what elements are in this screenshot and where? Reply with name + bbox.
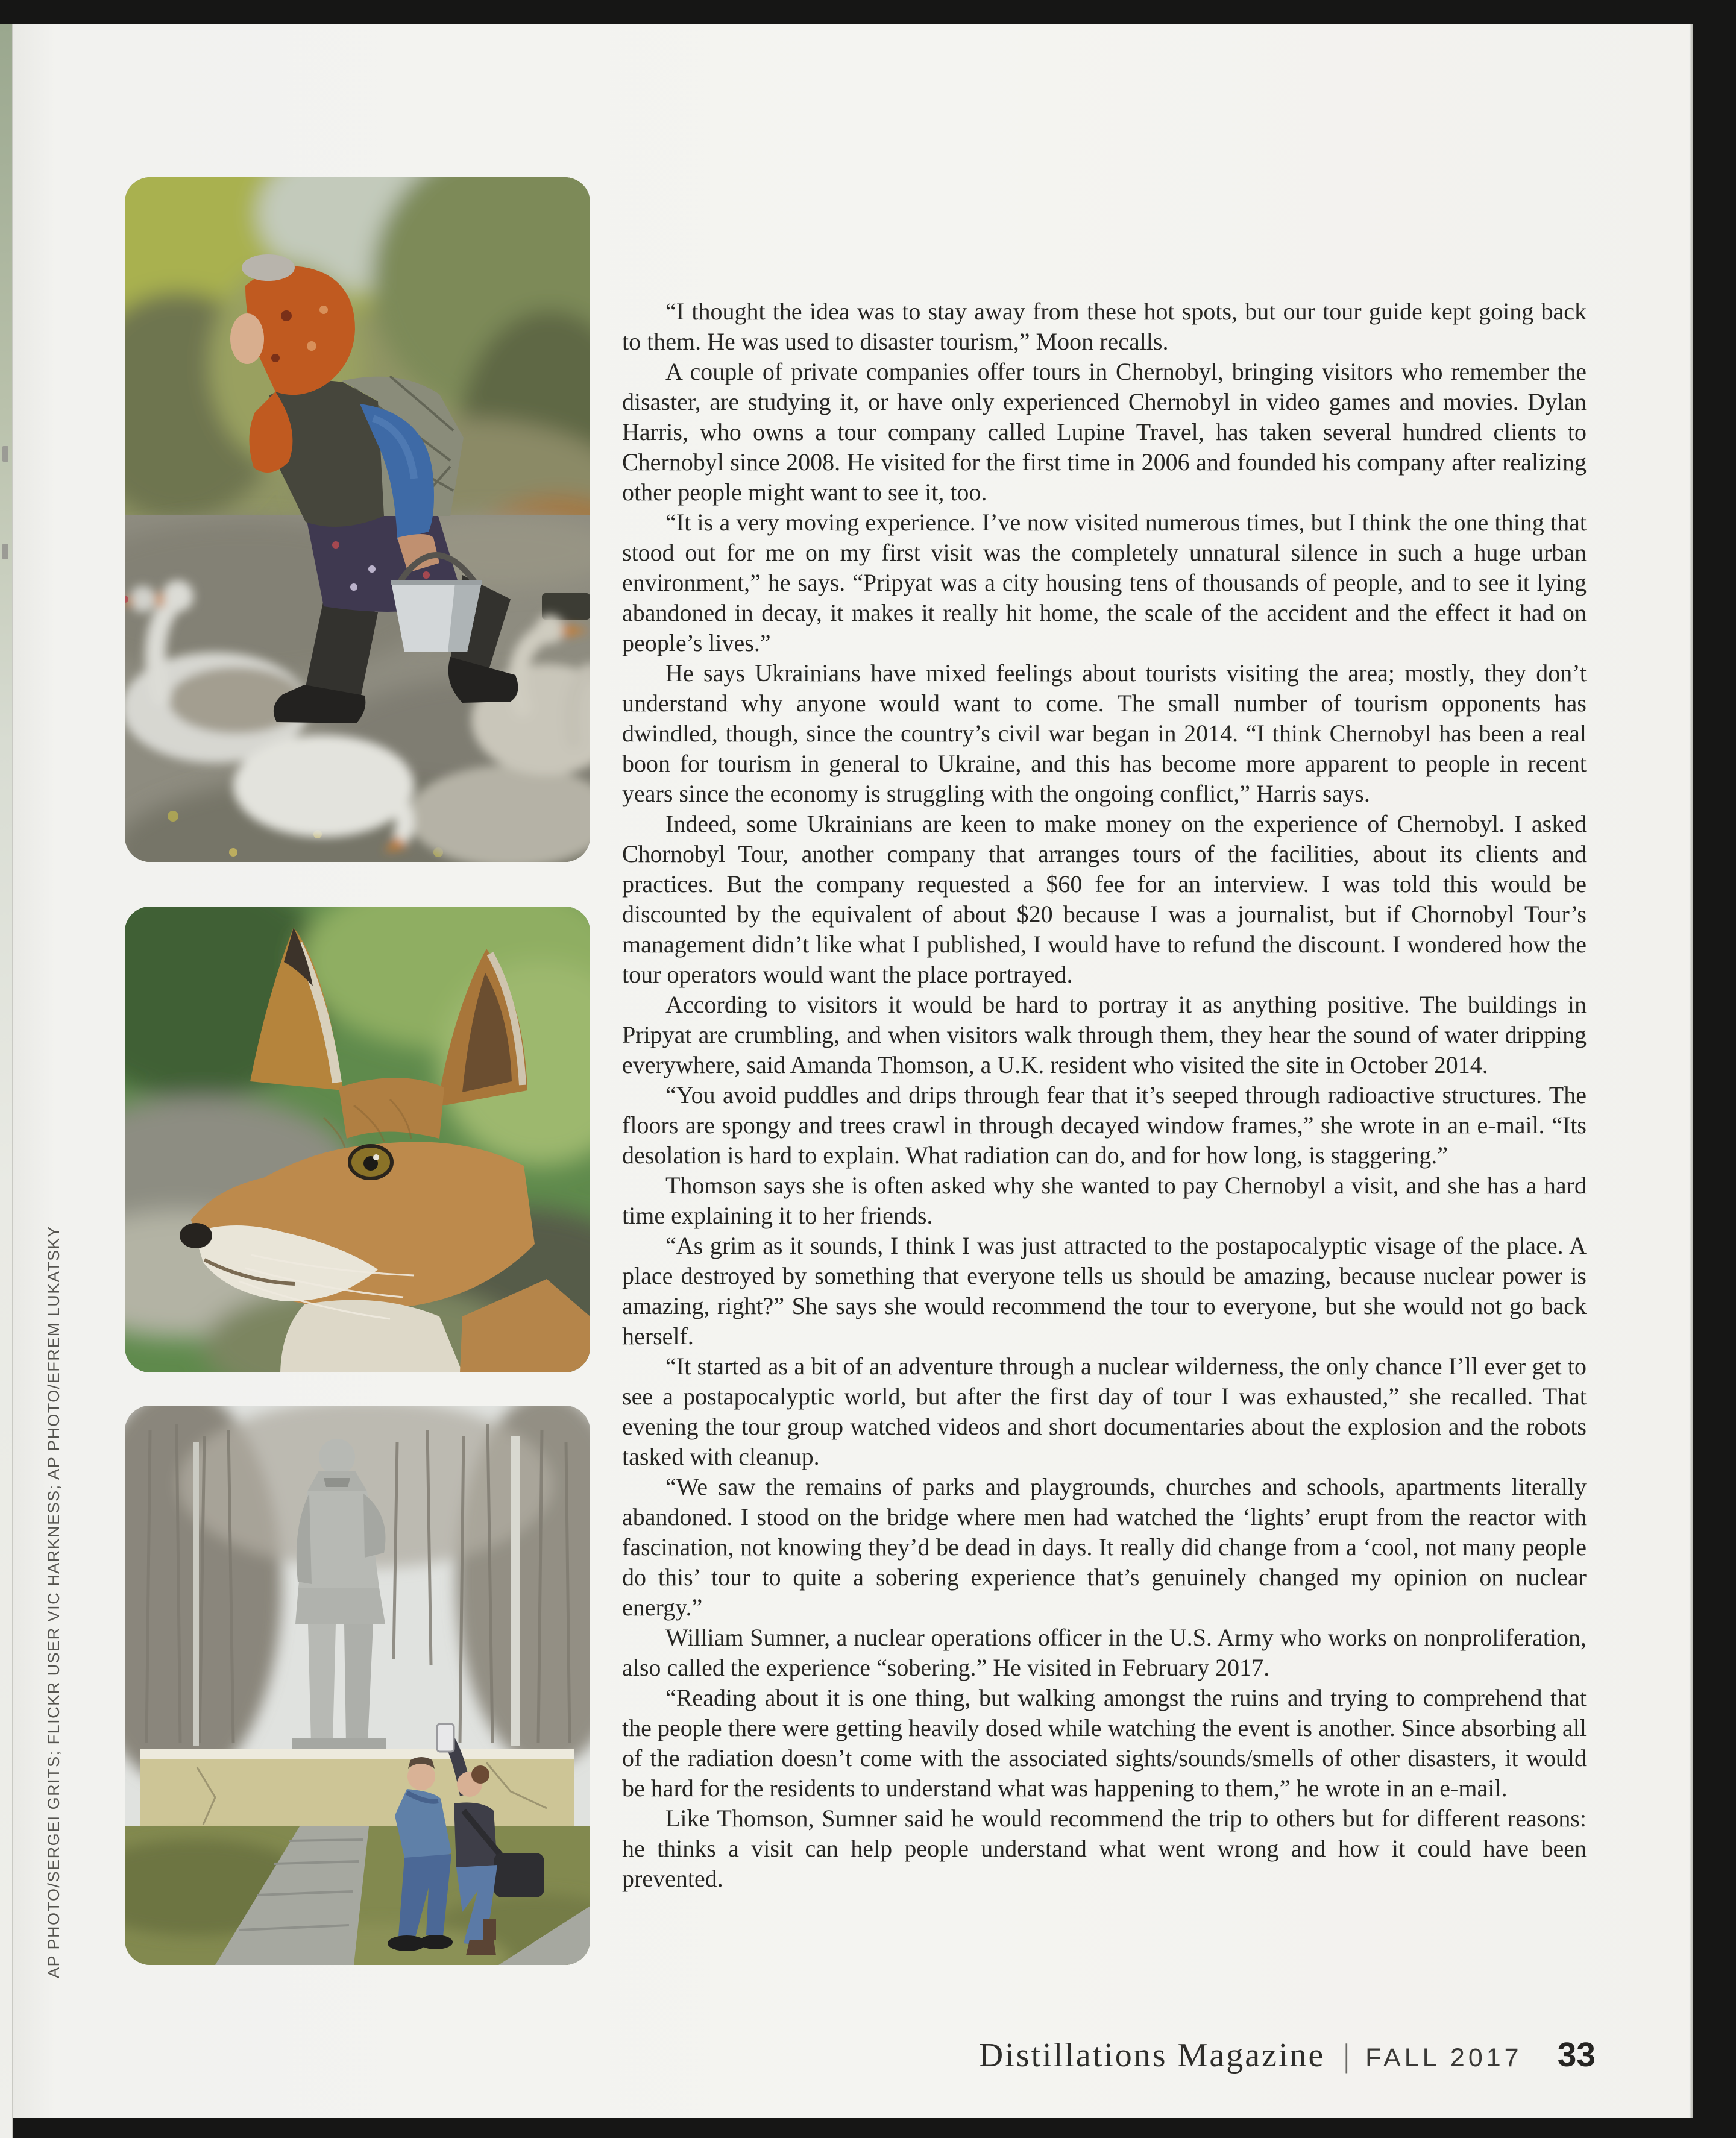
paragraph: Thomson says she is often asked why she wanted to pay Chernobyl a visit, and she has a hard time explaining it to her friends. <box>622 1172 1587 1229</box>
paragraph: “You avoid puddles and drips through fear that it’s seeped through radioactive structures. The floors are spongy and trees crawl in through decayed window frames,” she wrote in an e-mail. “Its desolation is hard to explain. What radiation can do, and for how long, is staggering.” <box>622 1081 1587 1169</box>
paragraph: “It is a very moving experience. I’ve now visited numerous times, but I think the one thing that stood out for me on my first visit was the completely unnatural silence in such a huge urban environment,” he says. “Pripyat was a city housing tens of thousands of people, and to see it lying abandoned in decay, it makes it really hit home, the scale of the accident and the effect it had on people’s lives.” <box>622 509 1587 656</box>
magazine-page <box>13 24 1693 2118</box>
staple-top <box>2 446 8 462</box>
footer-issue: FALL 2017 <box>1365 2043 1523 2072</box>
staple-bottom <box>2 544 8 559</box>
paragraph: “We saw the remains of parks and playgrounds, churches and schools, apartments literally abandoned. I stood on the bridge where men had watched the ‘lights’ erupt from the reactor with fascination, not knowing they’d be dead in days. It really did change from a ‘cool, not many people do this’ tour to quite a sobering experience that’s genuinely changed my opinion on nuclear energy.” <box>622 1473 1587 1621</box>
footer-page-number: 33 <box>1557 2036 1596 2074</box>
paragraph: He says Ukrainians have mixed feelings about tourists visiting the area; mostly, they don’t understand why anyone would want to come. The small number of tourism opponents has dwindled, though, since the country’s civil war began in 2014. “I think Chernobyl has been a real boon for tourism in general to Ukraine, and this has become more apparent to people in recent years since the economy is struggling with the ongoing conflict,” Harris says. <box>622 659 1587 807</box>
paragraph: According to visitors it would be hard to portray it as anything positive. The buildings in Pripyat are crumbling, and when visitors walk through them, they hear the sound of water dripping everywhere, said Amanda Thomson, a U.K. resident who visited the site in October 2014. <box>622 991 1587 1078</box>
paragraph: A couple of private companies offer tours in Chernobyl, bringing visitors who remember the disaster, are studying it, or have only experienced Chernobyl in video games and movies. Dylan Harris, who owns a tour company called Lupine Travel, has taken several hundred clients to Chernobyl since 2008. He visited for the first time in 2006 and founded his company after realizing other people might want to see it, too. <box>622 358 1587 506</box>
photo-woman-geese <box>125 177 590 862</box>
page-footer <box>622 2035 1596 2075</box>
paragraph: “It started as a bit of an adventure through a nuclear wilderness, the only chance I’ll ever get to see a postapocalyptic world, but after the first day of tour I was exhausted,” she recalled. That evening the tour group watched videos and short documentaries about the explosion and the robots tasked with cleanup. <box>622 1353 1587 1470</box>
paragraph: “As grim as it sounds, I think I was just attracted to the postapocalyptic visage of the place. A place destroyed by something that everyone tells us should be amazing, because nuclear power is amazing, right?” She says she would recommend the tour to everyone, but she would not go back herself. <box>622 1232 1587 1350</box>
paragraph: William Sumner, a nuclear operations officer in the U.S. Army who works on nonproliferation, also called the experience “sobering.” He visited in February 2017. <box>622 1624 1587 1681</box>
photo-lenin-selfie <box>125 1406 590 1965</box>
paragraph: Indeed, some Ukrainians are keen to make money on the experience of Chernobyl. I asked Chornobyl Tour, another company that arranges tours of the facilities, about its clients and practices. But the company requested a $60 fee for an interview. I was told this would be discounted by the equivalent of about $20 because I was a journalist, but if Chornobyl Tour’s management didn’t like what I published, I would have to refund the discount. I wondered how the tour operators would want the place portrayed. <box>622 810 1587 988</box>
photo-red-fox-art <box>125 907 590 1372</box>
photo-woman-geese-art <box>125 177 590 862</box>
photo-lenin-selfie-art <box>125 1406 590 1965</box>
page-right-edge <box>1689 24 1693 2118</box>
footer-magazine-name: Distillations Magazine <box>978 2037 1326 2074</box>
paragraph: Like Thomson, Sumner said he would recommend the trip to others but for different reasons: he thinks a visit can help people understand what went wrong and how it could have been prevented. <box>622 1805 1587 1892</box>
facing-page-edge <box>0 24 13 2138</box>
photo-red-fox <box>125 907 590 1372</box>
article-body <box>622 297 1587 1894</box>
footer-separator: | <box>1343 2037 1350 2074</box>
paragraph: “I thought the idea was to stay away from these hot spots, but our tour guide kept going back to them. He was used to disaster tourism,” Moon recalls. <box>622 298 1587 355</box>
photo-credit: AP PHOTO/SERGEI GRITS; FLICKR USER VIC HARKNESS; AP PHOTO/EFREM LUKATSKY <box>45 1225 63 1978</box>
pedestal <box>140 1749 574 1826</box>
paragraph: “Reading about it is one thing, but walking amongst the ruins and trying to comprehend that the people there were getting heavily dosed while watching the event is another. Since absorbing all of the radiation doesn’t come with the associated sights/sounds/smells of other disasters, it would be hard for the residents to understand what was happening to them,” he wrote in an e-mail. <box>622 1684 1587 1802</box>
